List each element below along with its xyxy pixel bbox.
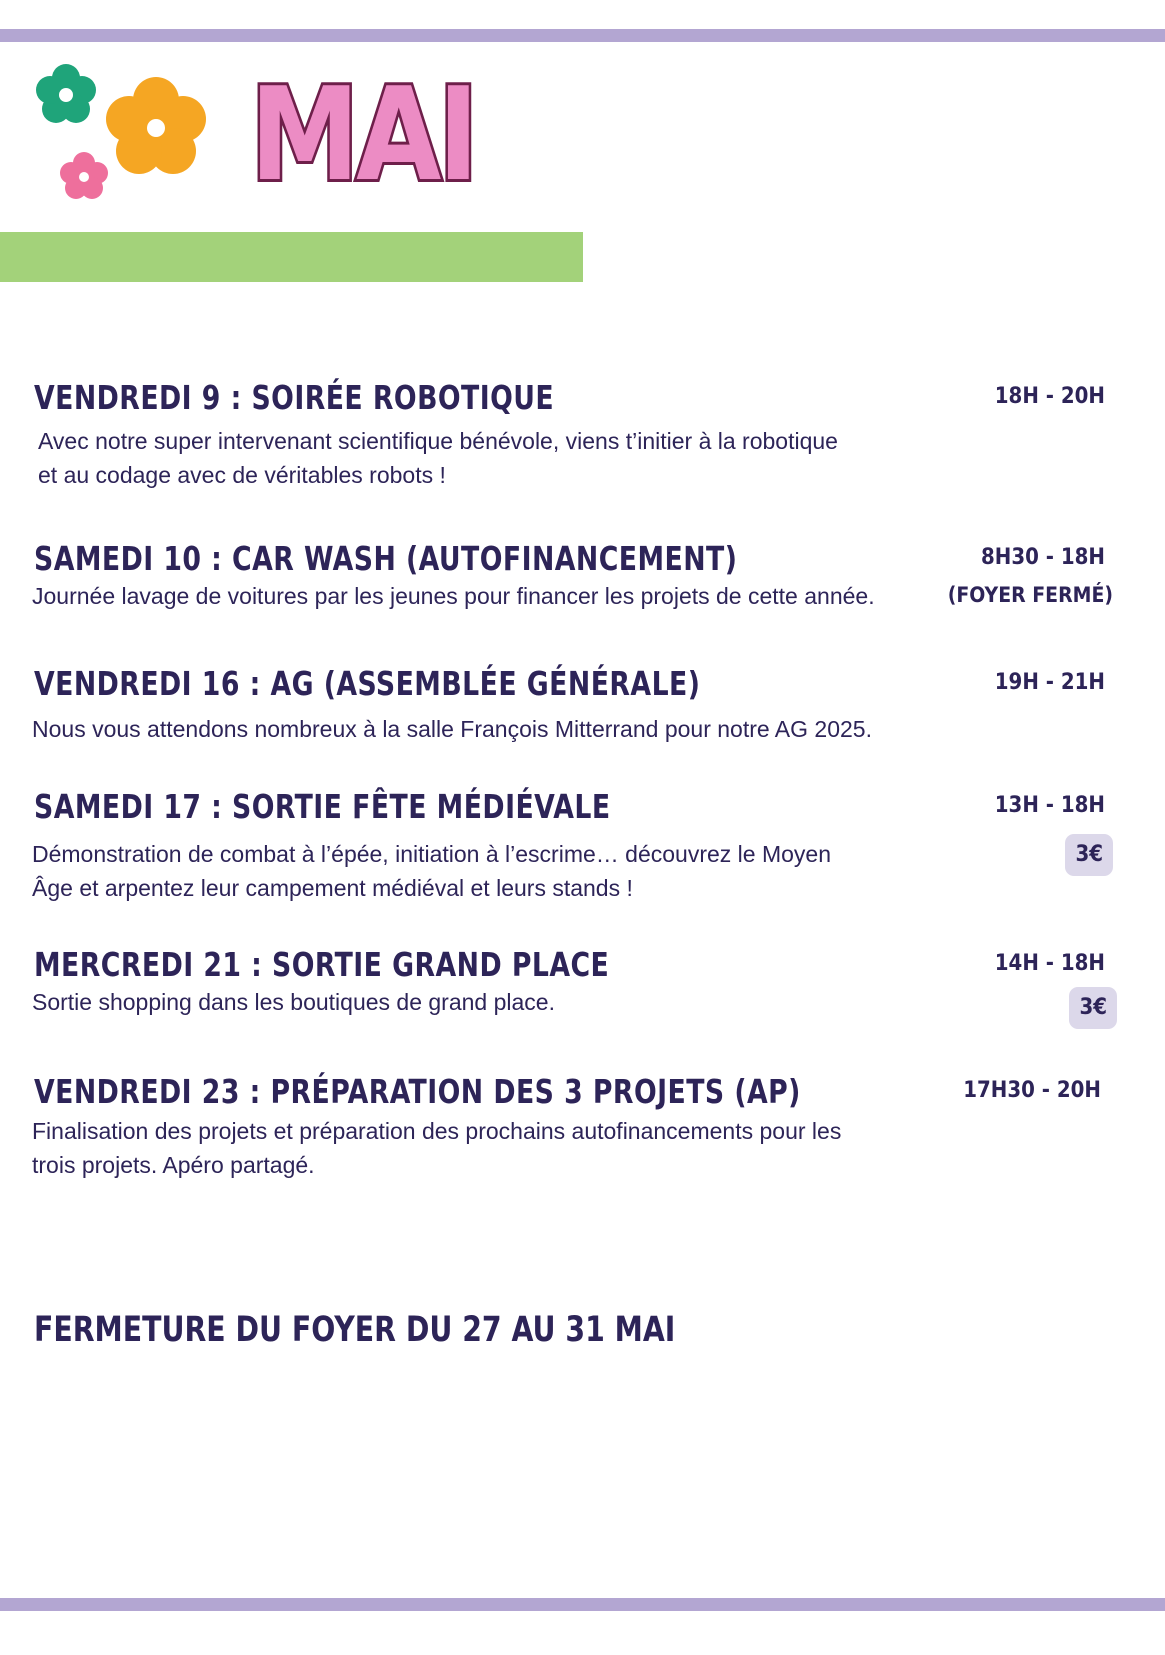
event-description <box>32 837 831 905</box>
event-description <box>32 579 875 613</box>
event-title: SAMEDI 17 : SORTIE FÊTE MÉDIÉVALE <box>34 787 611 826</box>
description-line: Finalisation des projets et préparation des prochains autofinancements pour les <box>32 1118 842 1144</box>
event-title: VENDREDI 16 : AG (ASSEMBLÉE GÉNÉRALE) <box>34 664 701 703</box>
description-line: Journée lavage de voitures par les jeunes pour financer les projets de cette année. <box>32 583 875 609</box>
month-title: MAI <box>250 61 476 210</box>
event-title: SAMEDI 10 : CAR WASH (AUTOFINANCEMENT) <box>34 539 738 578</box>
green-accent-bar <box>0 232 583 282</box>
description-line: trois projets. Apéro partagé. <box>32 1152 315 1178</box>
description-line: Avec notre super intervenant scientifique bénévole, viens t’initier à la robotique <box>38 428 838 454</box>
event-time: 8H30 - 18H <box>981 545 1105 570</box>
top-divider <box>0 29 1165 42</box>
description-line: Nous vous attendons nombreux à la salle François Mitterrand pour notre AG 2025. <box>32 716 872 742</box>
event-time: 17H30 - 20H <box>963 1078 1101 1103</box>
event-description <box>32 985 555 1019</box>
description-line: Sortie shopping dans les boutiques de grand place. <box>32 989 555 1015</box>
description-line: Âge et arpentez leur campement médiéval et leurs stands ! <box>32 875 633 901</box>
event-time: 19H - 21H <box>994 670 1105 695</box>
event-title: VENDREDI 23 : PRÉPARATION DES 3 PROJETS (AP) <box>34 1072 801 1111</box>
bottom-divider <box>0 1598 1165 1611</box>
event-time: 18H - 20H <box>994 384 1105 409</box>
event-time: 13H - 18H <box>994 793 1105 818</box>
event-description <box>38 424 838 492</box>
event-description <box>32 712 872 746</box>
description-line: et au codage avec de véritables robots ! <box>38 462 446 488</box>
event-title: MERCREDI 21 : SORTIE GRAND PLACE <box>34 945 610 984</box>
description-line: Démonstration de combat à l’épée, initiation à l’escrime… découvrez le Moyen <box>32 841 832 867</box>
price-badge: 3€ <box>1069 987 1117 1029</box>
event-title: VENDREDI 9 : SOIRÉE ROBOTIQUE <box>34 378 555 417</box>
event-time: 14H - 18H <box>994 951 1105 976</box>
event-note: (FOYER FERMÉ) <box>947 583 1113 607</box>
closing-notice: FERMETURE DU FOYER DU 27 AU 31 MAI <box>34 1310 676 1350</box>
event-description <box>32 1114 841 1182</box>
price-badge: 3€ <box>1065 834 1113 876</box>
flowers-icon <box>28 60 218 210</box>
